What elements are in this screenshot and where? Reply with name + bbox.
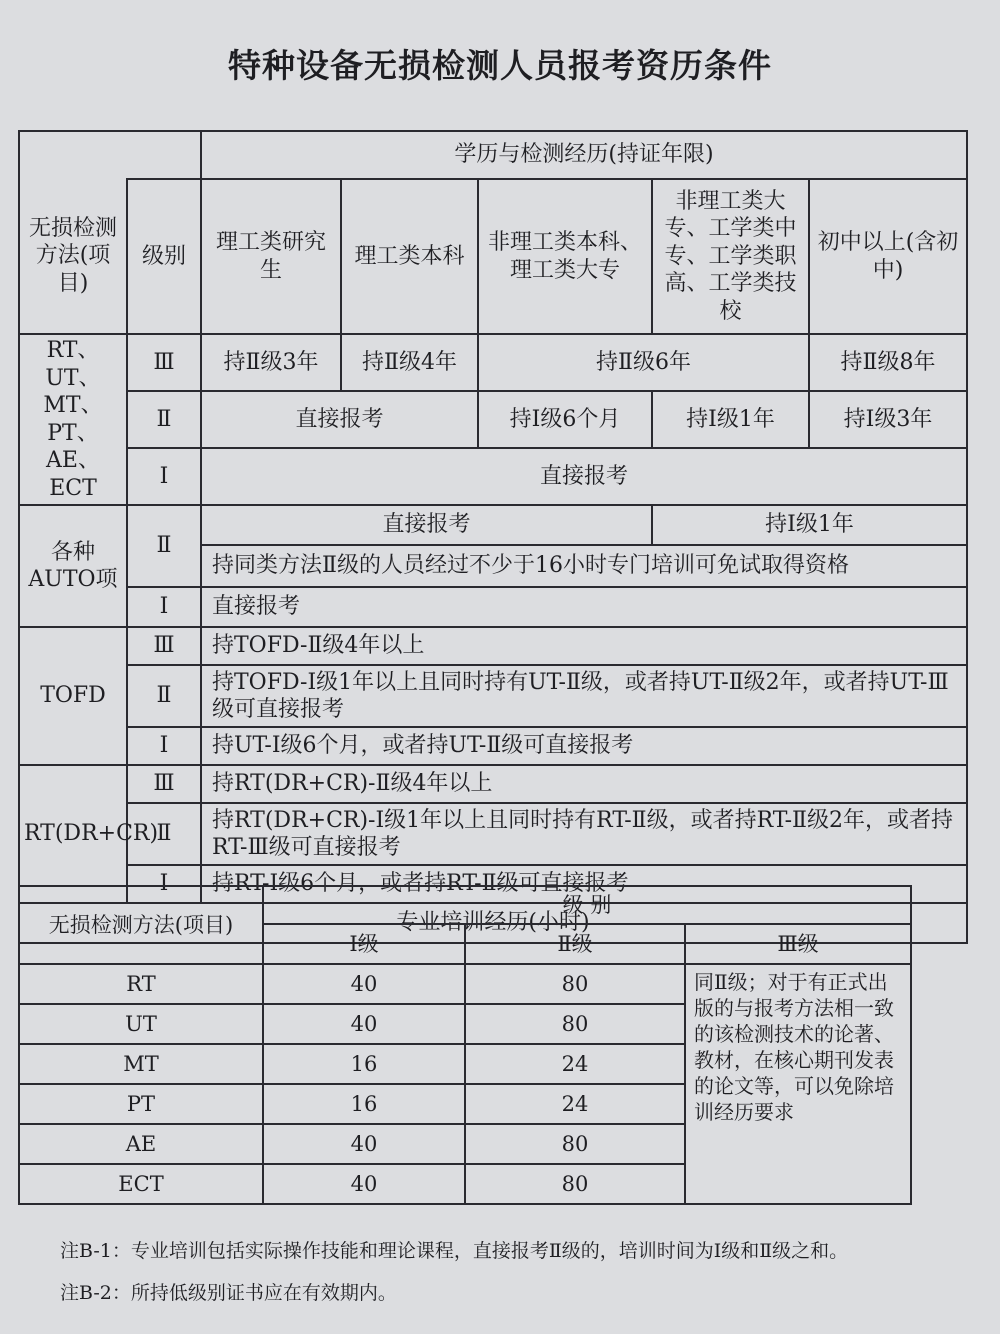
- requirement-cell: 持Ⅱ级6年: [478, 334, 809, 391]
- requirement-cell: 持RT(DR+CR)-Ⅱ级4年以上: [201, 765, 967, 803]
- requirement-cell: 直接报考: [201, 391, 478, 448]
- edu-vocational-header: 非理工类大专、工学类中专、工学类职高、工学类技校: [652, 179, 809, 334]
- method-tofd: TOFD: [19, 627, 127, 765]
- training-method: ECT: [19, 1164, 263, 1204]
- requirement-cell: 持Ⅱ级4年: [341, 334, 478, 391]
- level-cell: Ⅲ: [127, 627, 201, 665]
- requirement-cell: 持Ⅱ级3年: [201, 334, 341, 391]
- qualification-table: [18, 130, 968, 944]
- training-hours: 80: [465, 1164, 685, 1204]
- requirement-cell: 持TOFD-Ⅰ级1年以上且同时持有UT-Ⅱ级，或者持UT-Ⅱ级2年，或者持UT-Ⅲ级可直接报考: [201, 665, 967, 727]
- level-column-header: 级别: [127, 179, 201, 334]
- level-cell: Ⅰ: [127, 448, 201, 505]
- method-rt-ut-mt: RT、UT、MT、PT、AE、ECT: [19, 334, 127, 505]
- level3-header: Ⅲ级: [685, 924, 911, 964]
- training-hours: 16: [263, 1044, 465, 1084]
- level-cell: Ⅱ: [127, 505, 201, 587]
- note-b2: 注B-2：所持低级别证书应在有效期内。: [60, 1282, 397, 1304]
- method-rt-dr-cr: RT(DR+CR): [19, 765, 127, 903]
- training-hours: 16: [263, 1084, 465, 1124]
- level-cell: Ⅰ: [127, 727, 201, 765]
- edu-junior-header: 初中以上(含初中): [809, 179, 967, 334]
- page-title: 特种设备无损检测人员报考资历条件: [228, 46, 772, 85]
- requirement-cell: 持Ⅰ级1年: [652, 391, 809, 448]
- level-cell: Ⅲ: [127, 765, 201, 803]
- training-header: 专业培训经历(小时): [19, 903, 967, 943]
- training-hours: 24: [465, 1044, 685, 1084]
- requirement-cell: 持TOFD-Ⅱ级4年以上: [201, 627, 967, 665]
- requirement-cell: 持Ⅰ级6个月: [478, 391, 652, 448]
- requirement-cell: 持RT(DR+CR)-Ⅰ级1年以上且同时持有RT-Ⅱ级，或者持RT-Ⅱ级2年，或者持RT-Ⅲ级可直接报考: [201, 803, 967, 865]
- level-cell: Ⅱ: [127, 803, 201, 865]
- requirement-cell: 持UT-Ⅰ级6个月，或者持UT-Ⅱ级可直接报考: [201, 727, 967, 765]
- requirement-cell: 直接报考: [201, 448, 967, 505]
- training-method: AE: [19, 1124, 263, 1164]
- edu-college-header: 非理工类本科、理工类大专: [478, 179, 652, 334]
- training-method: UT: [19, 1004, 263, 1044]
- edu-graduate-header: 理工类研究生: [201, 179, 341, 334]
- training-hours: 40: [263, 1004, 465, 1044]
- training-method: MT: [19, 1044, 263, 1084]
- level2-header: Ⅱ级: [465, 924, 685, 964]
- level3-training-note: 同Ⅱ级；对于有正式出版的与报考方法相一致的该检测技术的论著、教材，在核心期刊发表的论文等，可以免除培训经历要求: [685, 964, 911, 1204]
- training-hours: 80: [465, 1124, 685, 1164]
- training-method-header: 无损检测方法(项目): [19, 886, 263, 964]
- level-cell: Ⅰ: [127, 587, 201, 627]
- training-hours: 40: [263, 1124, 465, 1164]
- note-b1: 注B-1：专业培训包括实际操作技能和理论课程，直接报考Ⅱ级的，培训时间为Ⅰ级和Ⅱ级之和。: [60, 1240, 849, 1262]
- training-hours: 40: [263, 1164, 465, 1204]
- requirement-cell: 直接报考: [201, 505, 652, 545]
- level-cell: Ⅱ: [127, 391, 201, 448]
- requirement-cell: 持Ⅰ级1年: [652, 505, 967, 545]
- requirement-cell: 持RT-Ⅰ级6个月，或者持RT-Ⅱ级可直接报考: [201, 865, 967, 903]
- requirement-cell: 持Ⅰ级3年: [809, 391, 967, 448]
- requirement-cell: 持Ⅱ级8年: [809, 334, 967, 391]
- level-cell: Ⅰ: [127, 865, 201, 903]
- training-hours: 80: [465, 964, 685, 1004]
- edu-bachelor-header: 理工类本科: [341, 179, 478, 334]
- footnotes: [60, 1230, 848, 1314]
- education-header: 学历与检测经历(持证年限): [201, 131, 967, 179]
- level-cell: Ⅲ: [127, 334, 201, 391]
- training-hours: 40: [263, 964, 465, 1004]
- training-hours: 24: [465, 1084, 685, 1124]
- method-auto: 各种AUTO项: [19, 505, 127, 627]
- training-method: RT: [19, 964, 263, 1004]
- method-column-header: 无损检测方法(项目): [19, 179, 127, 334]
- training-table: [18, 885, 912, 1205]
- requirement-cell: 直接报考: [201, 587, 967, 627]
- blank-corner: [19, 131, 201, 179]
- level1-header: Ⅰ级: [263, 924, 465, 964]
- level-cell: Ⅱ: [127, 665, 201, 727]
- training-hours: 80: [465, 1004, 685, 1044]
- training-level-header: 级 别: [263, 886, 911, 924]
- requirement-cell: 持同类方法Ⅱ级的人员经过不少于16小时专门培训可免试取得资格: [201, 545, 967, 587]
- training-method: PT: [19, 1084, 263, 1124]
